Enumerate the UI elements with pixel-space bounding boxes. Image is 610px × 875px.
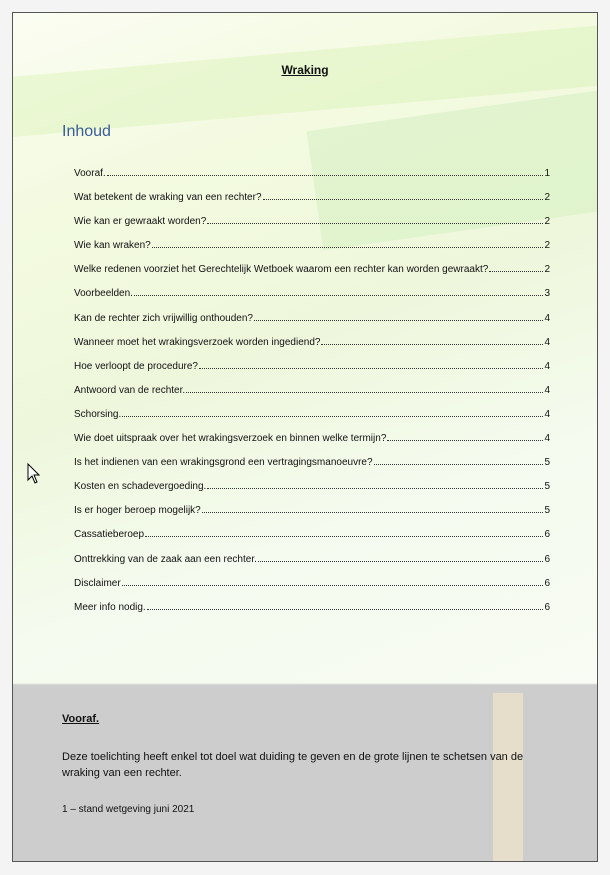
- toc-page-number: 5: [544, 457, 550, 469]
- toc-page-number: 3: [544, 288, 550, 300]
- toc-leader-dots: [122, 577, 544, 586]
- mouse-pointer-icon: [27, 463, 41, 485]
- toc-page-number: 2: [544, 240, 550, 252]
- toc-entry-text: Wanneer moet het wrakingsverzoek worden ingediend?: [74, 336, 321, 348]
- toc-leader-dots: [107, 167, 544, 176]
- toc-entry-text: Welke redenen voorziet het Gerechtelijk Wetboek waarom een rechter kan worden gewraakt?: [74, 264, 489, 276]
- toc-entry[interactable]: [74, 215, 550, 239]
- table-of-contents: [74, 167, 550, 625]
- toc-entry[interactable]: [74, 360, 550, 384]
- toc-entry[interactable]: [74, 456, 550, 480]
- toc-entry-text: Onttrekking van de zaak aan een rechter.: [74, 553, 257, 565]
- toc-leader-dots: [122, 408, 543, 417]
- toc-leader-dots: [258, 553, 544, 562]
- toc-entry-text: Disclaimer: [74, 577, 121, 589]
- toc-leader-dots: [321, 336, 543, 345]
- toc-entry[interactable]: [74, 287, 550, 311]
- toc-entry[interactable]: [74, 528, 550, 552]
- toc-entry-text: Wat betekent de wraking van een rechter?: [74, 192, 262, 204]
- toc-page-number: 2: [544, 216, 550, 228]
- toc-leader-dots: [374, 456, 544, 465]
- toc-entry-text: Cassatieberoep: [74, 529, 145, 541]
- toc-entry-text: Wie kan er gewraakt worden?: [74, 216, 207, 228]
- footnote: 1 – stand wetgeving juni 2021: [62, 804, 195, 815]
- toc-page-number: 6: [544, 553, 550, 565]
- toc-page-number: 1: [544, 168, 550, 179]
- body-paragraph: Deze toelichting heeft enkel tot doel wat duiding te geven en de grote lijnen te schetsen van de wraking van een rechter.: [62, 751, 524, 779]
- document-page: [12, 12, 598, 862]
- toc-page-number: 2: [544, 264, 550, 276]
- toc-leader-dots: [186, 384, 543, 393]
- toc-entry[interactable]: [74, 577, 550, 601]
- toc-leader-dots: [263, 191, 544, 200]
- toc-entry[interactable]: [74, 480, 550, 504]
- toc-page-number: 5: [544, 481, 550, 493]
- toc-entry-text: Is er hoger beroep mogelijk?: [74, 505, 201, 517]
- toc-leader-dots: [147, 601, 544, 610]
- toc-page-number: 4: [544, 312, 550, 324]
- toc-entry-text: Vooraf.: [74, 168, 106, 179]
- toc-leader-dots: [202, 504, 544, 513]
- toc-entry-text: Kosten en schadevergoeding.: [74, 481, 207, 493]
- toc-entry[interactable]: [74, 432, 550, 456]
- toc-entry-text: Antwoord van de rechter.: [74, 384, 186, 396]
- toc-page-number: 4: [544, 336, 550, 348]
- toc-entry-text: Wie doet uitspraak over het wrakingsverzoek en binnen welke termijn?: [74, 433, 387, 445]
- toc-entry-text: Is het indienen van een wrakingsgrond een vertragingsmanoeuvre?: [74, 457, 373, 469]
- toc-leader-dots: [387, 432, 543, 441]
- document-title: Wraking: [281, 63, 329, 77]
- toc-entry-text: Schorsing.: [74, 408, 122, 420]
- toc-leader-dots: [207, 215, 543, 224]
- toc-entry[interactable]: [74, 408, 550, 432]
- toc-entry[interactable]: [74, 263, 550, 287]
- toc-page-number: 6: [544, 529, 550, 541]
- toc-entry[interactable]: [74, 239, 550, 263]
- toc-page-number: 4: [544, 360, 550, 372]
- toc-entry-text: Meer info nodig.: [74, 601, 146, 613]
- toc-entry[interactable]: [74, 553, 550, 577]
- toc-entry-text: Kan de rechter zich vrijwillig onthouden?: [74, 312, 253, 324]
- toc-leader-dots: [207, 480, 543, 489]
- toc-entry[interactable]: [74, 167, 550, 191]
- toc-entry[interactable]: [74, 384, 550, 408]
- toc-page-number: 4: [544, 408, 550, 420]
- toc-entry-text: Hoe verloopt de procedure?: [74, 360, 198, 372]
- toc-entry[interactable]: [74, 191, 550, 215]
- toc-leader-dots: [145, 528, 543, 537]
- toc-page-number: 6: [544, 577, 550, 589]
- section-heading: Vooraf.: [62, 713, 100, 725]
- toc-entry[interactable]: [74, 504, 550, 528]
- toc-heading: Inhoud: [62, 123, 111, 140]
- toc-page-number: 2: [544, 192, 550, 204]
- toc-page-number: 5: [544, 505, 550, 517]
- toc-entry-text: Wie kan wraken?: [74, 240, 151, 252]
- toc-entry[interactable]: [74, 312, 550, 336]
- toc-page-number: 4: [544, 384, 550, 396]
- toc-page-number: 6: [544, 601, 550, 613]
- toc-entry[interactable]: [74, 601, 550, 625]
- toc-leader-dots: [254, 312, 543, 321]
- toc-page-number: 4: [544, 433, 550, 445]
- toc-leader-dots: [489, 263, 543, 272]
- toc-leader-dots: [199, 360, 543, 369]
- toc-entry-text: Voorbeelden.: [74, 288, 133, 300]
- toc-entry[interactable]: [74, 336, 550, 360]
- toc-leader-dots: [134, 287, 543, 296]
- toc-leader-dots: [152, 239, 544, 248]
